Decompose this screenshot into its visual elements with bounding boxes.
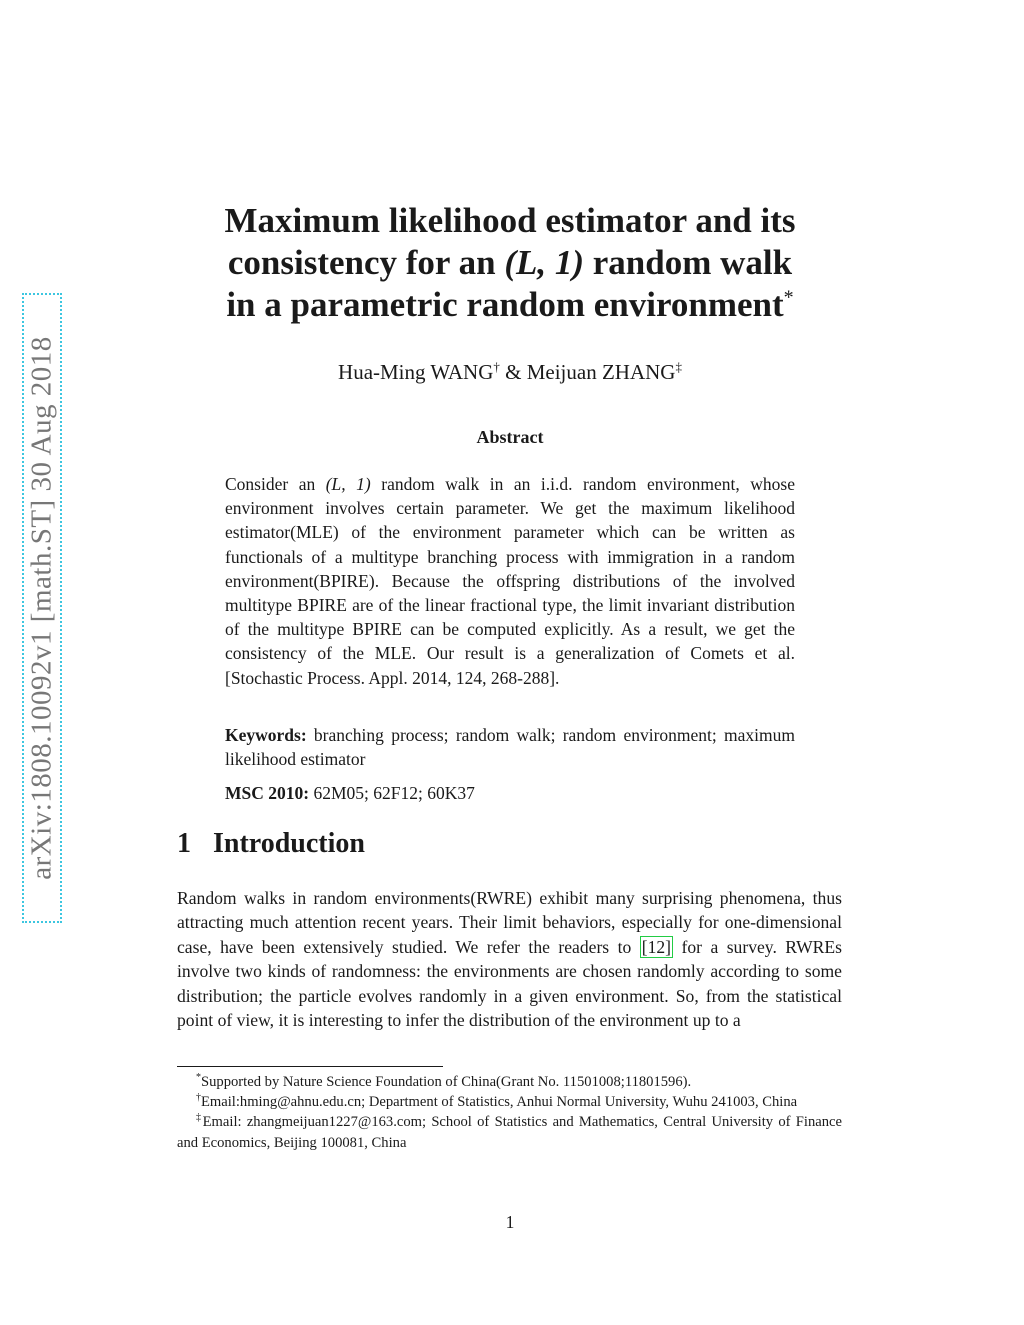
footnote-author-2: ‡Email: zhangmeijuan1227@163.com; School of Statistics and Mathematics, Central University of Finance and Economics, Beijing 100081, China xyxy=(177,1112,842,1151)
abstract-body: Consider an (L, 1) random walk in an i.i.d. random environment, whose environment involves certain parameter. We get the maximum likelihood estimator(MLE) of the environment parameter which can be written as functionals of a multitype branching process with immigration in a random environment(BPIRE). Because the offspring distributions of the involved multitype BPIRE are of the linear fractional type, the limit invariant distribution of the multitype BPIRE can be computed explicitly. As a result, we get the consistency of the MLE. Our result is a generalization of Comets et al. [Stochastic Process. Appl. 2014, 124, 268-288]. xyxy=(225,474,795,688)
footnote-author-1: †Email:hming@ahnu.edu.cn; Department of Statistics, Anhui Normal University, Wuhu 241003, China xyxy=(196,1092,798,1111)
footnotes xyxy=(177,1072,842,1153)
title-math: (L, 1) xyxy=(504,243,585,282)
title-footnote-mark: * xyxy=(783,286,794,309)
msc-codes xyxy=(225,781,795,805)
author-separator: & xyxy=(499,360,527,384)
citation-link[interactable]: [12] xyxy=(641,936,672,957)
keywords xyxy=(225,723,795,771)
keywords-label: Keywords: xyxy=(225,725,307,745)
page-number: 1 xyxy=(505,1212,515,1232)
footnote-divider xyxy=(177,1066,443,1067)
keywords-text: branching process; random walk; random environment; maximum likelihood estimator xyxy=(225,725,795,770)
title-line-2: consistency for an (L, 1) random walk xyxy=(227,243,793,282)
author-1: Hua-Ming WANG xyxy=(338,360,494,384)
arxiv-identifier: arXiv:1808.10092v1 [math.ST] 30 Aug 2018 xyxy=(25,336,58,880)
msc-text: 62M05; 62F12; 60K37 xyxy=(309,783,475,803)
section-heading xyxy=(177,828,365,860)
paper-title xyxy=(150,200,870,326)
introduction-paragraph: Random walks in random environments(RWRE) exhibit many surprising phenomena, thus attracting much attention recent years. Their limit behaviors, especially for one-dimensional case, have been extensively studied. We refer the readers to [12] for a survey. RWREs involve two kinds of randomness: the environments are chosen randomly according to some distribution; the particle evolves randomly in a given environment. So, from the statistical point of view, it is interesting to infer the distribution of the environment up to a xyxy=(177,888,843,1031)
section-title: Introduction xyxy=(213,828,365,859)
author-1-mark: † xyxy=(493,359,500,374)
title-line-3: in a parametric random environment* xyxy=(226,285,794,324)
author-2-mark: ‡ xyxy=(675,359,682,374)
msc-label: MSC 2010: xyxy=(225,783,310,803)
abstract-math: (L, 1) xyxy=(325,474,371,494)
title-line-1: Maximum likelihood estimator and its xyxy=(224,201,796,240)
author-2: Meijuan ZHANG xyxy=(526,360,676,384)
abstract-heading: Abstract xyxy=(476,427,544,447)
authors xyxy=(150,360,870,385)
arxiv-stamp xyxy=(22,293,62,923)
footnote-funding: *Supported by Nature Science Foundation of China(Grant No. 11501008;11801596). xyxy=(196,1072,692,1090)
section-number: 1 xyxy=(177,828,191,859)
